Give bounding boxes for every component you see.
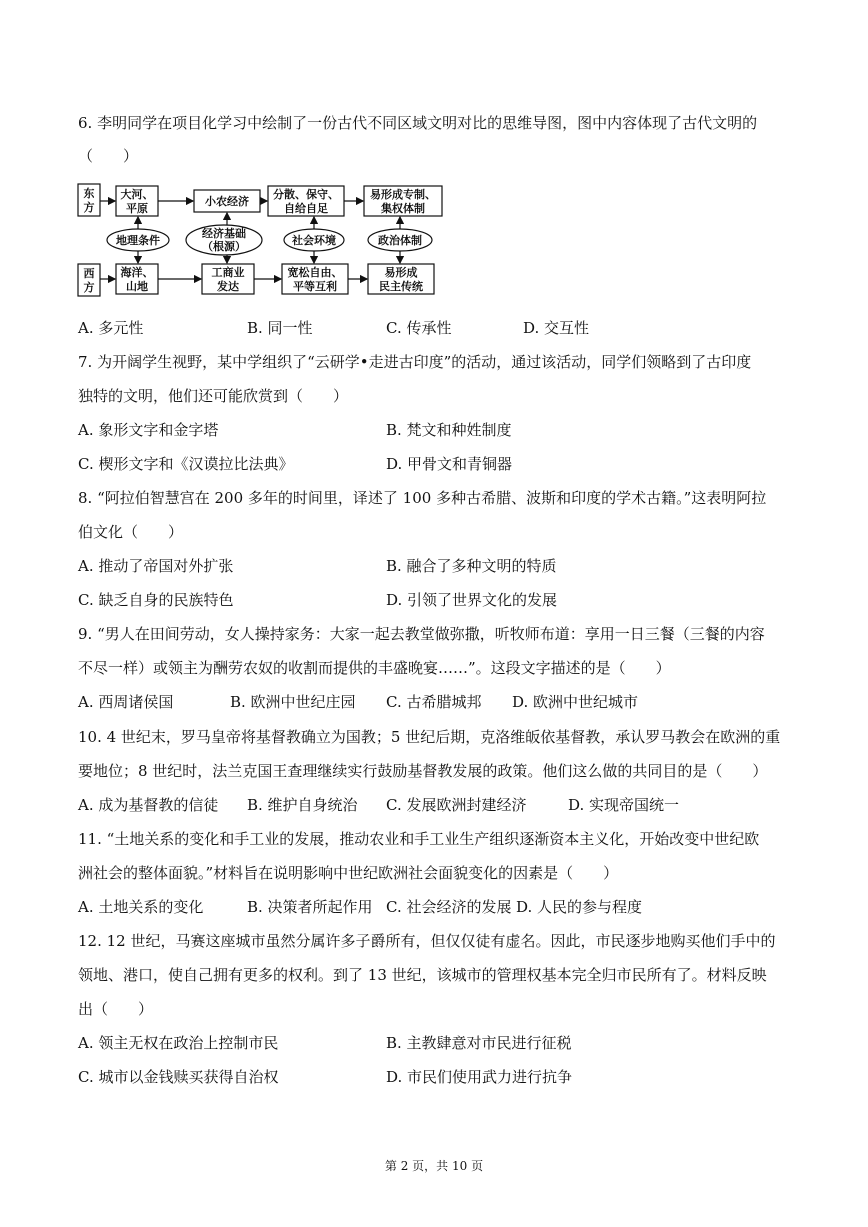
q7-stem-line1: 7. 为开阔学生视野，某中学组织了“云研学•走进古印度”的活动，通过该活动，同学们领略到了古印度 bbox=[78, 353, 752, 371]
q11-stem-line2: 洲社会的整体面貌。”材料旨在说明影响中世纪欧洲社会面貌变化的因素是（ ） bbox=[78, 864, 619, 882]
q9-option-a[interactable]: A. 西周诸侯国 bbox=[78, 693, 174, 711]
q8-stem-line2: 伯文化（ ） bbox=[78, 523, 184, 541]
oval-4-text: 政治体制 bbox=[378, 234, 422, 247]
q7-option-a[interactable]: A. 象形文字和金字塔 bbox=[78, 421, 219, 439]
west-box-3-line2: 平等互利 bbox=[293, 280, 337, 293]
q9-stem-line1: 9. “男人在田间劳动，女人操持家务：大家一起去教堂做弥撒，听牧师布道：享用一日三餐（三餐的内容 bbox=[78, 625, 765, 643]
q9-option-d[interactable]: D. 欧洲中世纪城市 bbox=[512, 693, 639, 711]
q7-option-c[interactable]: C. 楔形文字和《汉谟拉比法典》 bbox=[78, 455, 294, 473]
oval-2-line2: （根源） bbox=[202, 240, 246, 253]
q8-option-d[interactable]: D. 引领了世界文化的发展 bbox=[386, 591, 558, 609]
west-label-2: 方 bbox=[83, 281, 95, 294]
q7-option-d[interactable]: D. 甲骨文和青铜器 bbox=[386, 455, 513, 473]
west-box-4-line2: 民主传统 bbox=[379, 280, 423, 293]
q7-option-b[interactable]: B. 梵文和种姓制度 bbox=[386, 421, 512, 439]
q8-option-c[interactable]: C. 缺乏自身的民族特色 bbox=[78, 591, 234, 609]
q10-stem-line1: 10. 4 世纪末，罗马皇帝将基督教确立为国教；5 世纪后期，克洛维皈依基督教，承认罗马教会在欧洲的重 bbox=[78, 728, 781, 746]
east-box-1-line2: 平原 bbox=[126, 202, 148, 215]
q10-option-c[interactable]: C. 发展欧洲封建经济 bbox=[386, 796, 527, 814]
q12-option-b[interactable]: B. 主教肆意对市民进行征税 bbox=[386, 1034, 572, 1052]
q7-stem-line2: 独特的文明，他们还可能欣赏到（ ） bbox=[78, 387, 349, 405]
q6-option-a[interactable]: A. 多元性 bbox=[78, 319, 144, 337]
q6-stem-line2: （ ） bbox=[78, 147, 139, 165]
oval-1-text: 地理条件 bbox=[116, 234, 160, 247]
q12-option-d[interactable]: D. 市民们使用武力进行抗争 bbox=[386, 1068, 573, 1086]
oval-3-text: 社会环境 bbox=[292, 234, 336, 247]
q12-stem-line3: 出（ ） bbox=[78, 1000, 154, 1018]
east-box-3-line2: 自给自足 bbox=[284, 202, 328, 215]
east-label-1: 东 bbox=[83, 187, 95, 200]
west-box-1-line2: 山地 bbox=[126, 280, 148, 293]
east-box-4-line1: 易形成专制、 bbox=[370, 188, 436, 201]
q6-option-c[interactable]: C. 传承性 bbox=[386, 319, 452, 337]
q12-stem-line2: 领地、港口，使自己拥有更多的权利。到了 13 世纪，该城市的管理权基本完全归市民所有了。材料反映 bbox=[78, 966, 767, 984]
west-box-3-line1: 宽松自由、 bbox=[287, 266, 343, 279]
q6-option-d[interactable]: D. 交互性 bbox=[523, 319, 590, 337]
q10-option-b[interactable]: B. 维护自身统治 bbox=[247, 796, 358, 814]
q11-option-a[interactable]: A. 土地关系的变化 bbox=[78, 898, 204, 916]
west-box-2-line2: 发达 bbox=[217, 280, 239, 293]
oval-2-line1: 经济基础 bbox=[202, 227, 246, 240]
q12-stem-line1: 12. 12 世纪，马赛这座城市虽然分属许多子爵所有，但仅仅徒有虚名。因此，市民逐步地购买他们手中的 bbox=[78, 932, 776, 950]
west-box-1-line1: 海洋、 bbox=[120, 266, 154, 279]
q6-option-b[interactable]: B. 同一性 bbox=[247, 319, 313, 337]
q11-option-d[interactable]: D. 人民的参与程度 bbox=[516, 898, 643, 916]
q10-option-a[interactable]: A. 成为基督教的信徒 bbox=[78, 796, 219, 814]
east-box-1-line1: 大河、 bbox=[120, 188, 154, 201]
west-box-4-line1: 易形成 bbox=[384, 266, 418, 279]
east-box-4-line2: 集权体制 bbox=[381, 202, 425, 215]
q9-option-c[interactable]: C. 古希腊城邦 bbox=[386, 693, 482, 711]
q12-option-a[interactable]: A. 领主无权在政治上控制市民 bbox=[78, 1034, 279, 1052]
q11-stem-line1: 11. “土地关系的变化和手工业的发展，推动农业和手工业生产组织逐渐资本主义化，开始改变中世纪欧 bbox=[78, 830, 760, 848]
q9-option-b[interactable]: B. 欧洲中世纪庄园 bbox=[230, 693, 356, 711]
west-label-1: 西 bbox=[83, 267, 95, 280]
q11-option-b[interactable]: B. 决策者所起作用 bbox=[247, 898, 373, 916]
q8-option-b[interactable]: B. 融合了多种文明的特质 bbox=[386, 557, 557, 575]
q10-option-d[interactable]: D. 实现帝国统一 bbox=[568, 796, 680, 814]
q8-stem-line1: 8. “阿拉伯智慧宫在 200 多年的时间里，译述了 100 多种古希腊、波斯和印度的学术古籍。”这表明阿拉 bbox=[78, 489, 767, 507]
east-label-2: 方 bbox=[83, 201, 95, 214]
east-box-3-line1: 分散、保守、 bbox=[273, 188, 339, 201]
q11-option-c[interactable]: C. 社会经济的发展 bbox=[386, 898, 512, 916]
q10-stem-line2: 要地位；8 世纪时，法兰克国王查理继续实行鼓励基督教发展的政策。他们这么做的共同目的是（ ） bbox=[78, 762, 768, 780]
west-box-2-line1: 工商业 bbox=[211, 266, 245, 279]
mind-map-diagram bbox=[76, 180, 448, 300]
q6-stem-line1: 6. 李明同学在项目化学习中绘制了一份古代不同区域文明对比的思维导图，图中内容体现了古代文明的 bbox=[78, 114, 758, 132]
q8-option-a[interactable]: A. 推动了帝国对外扩张 bbox=[78, 557, 234, 575]
q12-option-c[interactable]: C. 城市以金钱赎买获得自治权 bbox=[78, 1068, 279, 1086]
east-box-2-text: 小农经济 bbox=[205, 195, 249, 208]
q9-stem-line2: 不尽一样）或领主为酬劳农奴的收割而提供的丰盛晚宴……”。这段文字描述的是（ ） bbox=[78, 659, 671, 677]
page-footer: 第 2 页，共 10 页 bbox=[384, 1159, 484, 1173]
